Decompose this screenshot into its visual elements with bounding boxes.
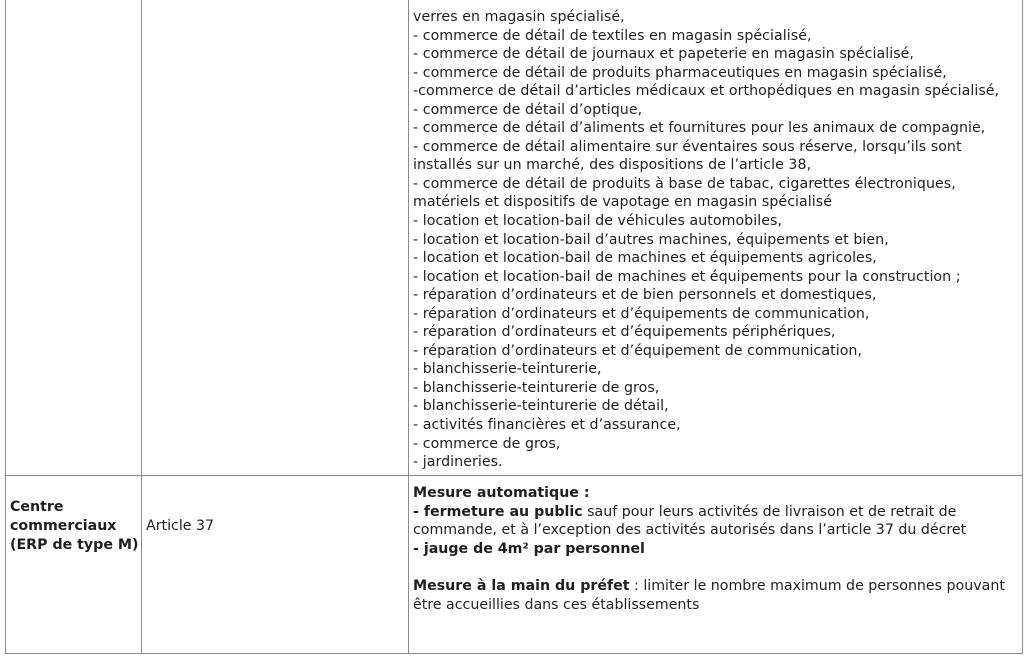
activity-list-item: - location et location-bail de véhicules automobiles, xyxy=(413,213,783,230)
prefect-measure-text: : limiter le nombre maximum de personnes pouvant xyxy=(629,577,1005,594)
article-reference: Article 37 xyxy=(146,518,215,534)
activity-list-item: - commerce de détail d’aliments et fournitures pour les animaux de compagnie, xyxy=(413,120,986,137)
activities-list xyxy=(413,8,1023,472)
automatic-measure-heading: Mesure automatique : xyxy=(413,485,590,501)
activity-list-item: - blanchisserie-teinturerie de gros, xyxy=(413,379,660,396)
establishment-label-line: commerciaux xyxy=(10,518,117,534)
activity-list-item: - blanchisserie-teinturerie, xyxy=(413,361,602,378)
establishment-label-line: Centre xyxy=(10,499,64,515)
closure-measure xyxy=(413,503,1023,522)
prefect-measure xyxy=(413,577,1023,596)
activity-list-item: - location et location-bail d’autres machines, équipements et bien, xyxy=(413,231,889,248)
activity-list-item: matériels et dispositifs de vapotage en magasin spécialisé xyxy=(413,194,832,211)
activity-list-item: - réparation d’ordinateurs et d’équipement de communication, xyxy=(413,342,863,359)
activity-list-item: -commerce de détail d’articles médicaux et orthopédiques en magasin spécialisé, xyxy=(413,83,1000,100)
activity-list-item: installés sur un marché, des dispositions de l’article 38, xyxy=(413,157,812,174)
table-row-divider xyxy=(5,475,1023,476)
activity-list-item: - commerce de détail d’optique, xyxy=(413,101,643,118)
activity-list-item: - réparation d’ordinateurs et de bien personnels et domestiques, xyxy=(413,287,877,304)
activity-list-item: - réparation d’ordinateurs et d’équipements de communication, xyxy=(413,305,870,322)
closure-measure-bold: - fermeture au public xyxy=(413,503,583,520)
table-divider-col1 xyxy=(141,0,142,654)
activity-list-item: - blanchisserie-teinturerie de détail, xyxy=(413,398,669,415)
prefect-measure-bold: Mesure à la main du préfet xyxy=(413,577,630,594)
activity-list-item: - commerce de détail alimentaire sur éventaires sous réserve, lorsqu’ils sont xyxy=(413,138,962,155)
prefect-measure-continued: être accueillies dans ces établissements xyxy=(413,596,700,613)
activity-list-item: - commerce de gros, xyxy=(413,435,561,452)
activity-list-item: - commerce de détail de journaux et papeterie en magasin spécialisé, xyxy=(413,46,914,63)
activity-list-item: - activités financières et d’assurance, xyxy=(413,417,681,434)
closure-measure-continued: commande, et à l’exception des activités autorisés dans l’article 37 du décret xyxy=(413,522,967,539)
closure-measure-text: sauf pour leurs activités de livraison et de retrait de xyxy=(582,503,957,520)
activity-list-item: - jardineries. xyxy=(413,454,503,471)
table-border-left xyxy=(5,0,6,654)
establishment-label-line: (ERP de type M) xyxy=(10,537,139,553)
activity-list-item: - commerce de détail de produits à base de tabac, cigarettes électroniques, xyxy=(413,175,956,192)
activity-list-item: - commerce de détail de produits pharmaceutiques en magasin spécialisé, xyxy=(413,64,947,81)
establishment-type-cell xyxy=(10,498,140,555)
gauge-measure: - jauge de 4m² par personnel xyxy=(413,540,645,557)
activity-list-item: - location et location-bail de machines et équipements pour la construction ; xyxy=(413,268,961,285)
activity-list-item: - réparation d’ordinateurs et d’équipements périphériques, xyxy=(413,324,836,341)
table-border-bottom xyxy=(5,653,1023,654)
table-divider-col2 xyxy=(408,0,409,654)
activity-list-item: - location et location-bail de machines et équipements agricoles, xyxy=(413,250,877,267)
activity-list-item: verres en magasin spécialisé, xyxy=(413,9,625,25)
paragraph-gap xyxy=(413,558,1023,577)
activity-list-item: - commerce de détail de textiles en magasin spécialisé, xyxy=(413,27,812,44)
measures-cell xyxy=(413,484,1023,614)
